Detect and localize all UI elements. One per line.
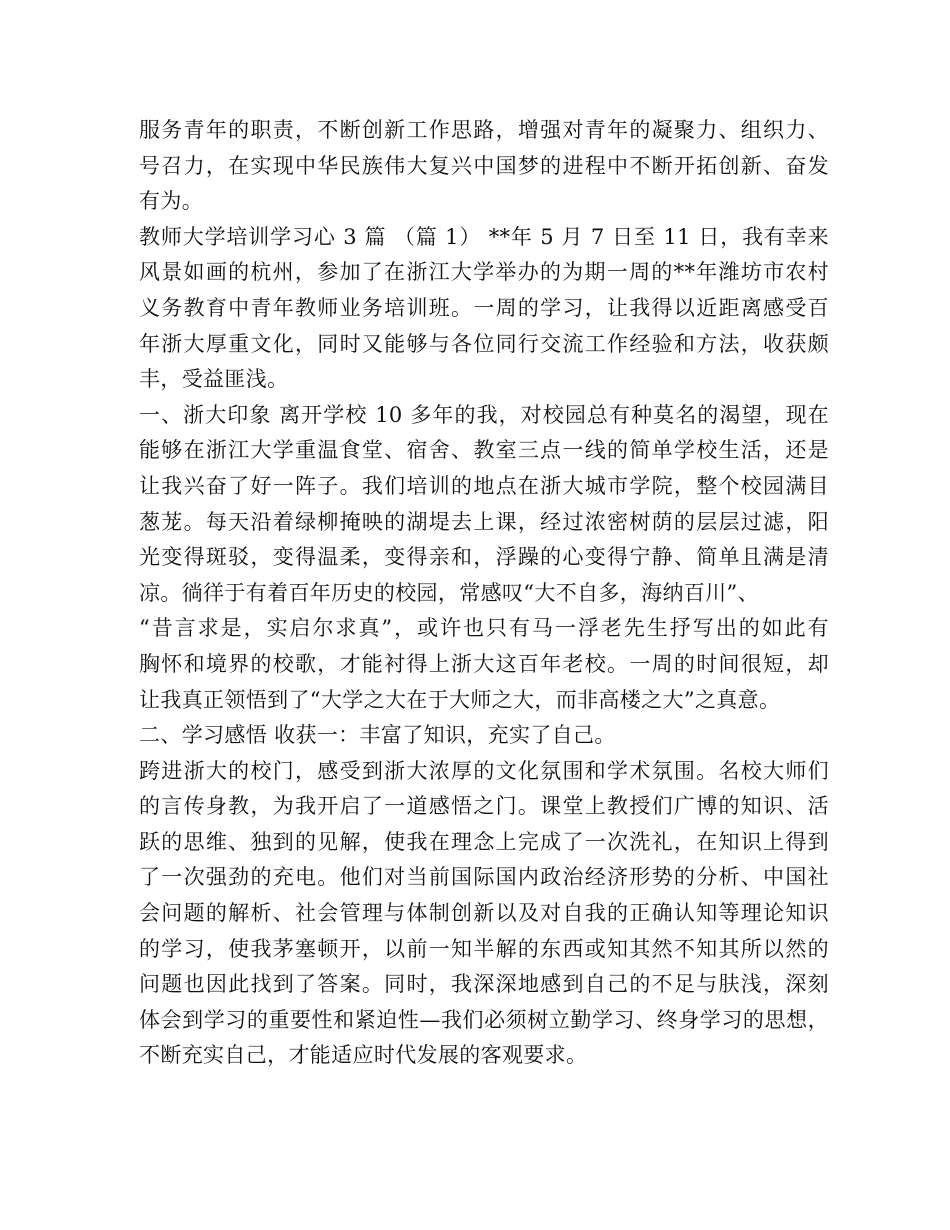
text-line-11: 让我兴奋了好一阵子。我们培训的地点在浙大城市学院，整个校园满目 <box>139 473 829 498</box>
text-line-6: 义务教育中青年教师业务培训班。一周的学习，让我得以近距离感受百 <box>139 295 829 320</box>
text-line-16: 胸怀和境界的校歌，才能衬得上浙大这百年老校。一周的时间很短，却 <box>139 651 829 676</box>
text-line-24: 的学习，使我茅塞顿开，以前一知半解的东西或知其然不知其所以然的 <box>139 936 829 961</box>
body-text <box>139 113 829 1074</box>
text-line-23: 会问题的解析、社会管理与体制创新以及对自我的正确认知等理论知识 <box>139 901 829 926</box>
text-line-3: 有为。 <box>139 189 204 214</box>
text-line-27: 不断充实自己，才能适应时代发展的客观要求。 <box>139 1043 588 1068</box>
text-line-13: 光变得斑驳，变得温柔，变得亲和，浮躁的心变得宁静、简单且满是清 <box>139 545 829 570</box>
text-line-1: 服务青年的职责，不断创新工作思路，增强对青年的凝聚力、组织力、 <box>139 118 829 142</box>
text-line-26: 体会到学习的重要性和紧迫性—我们必须树立勤学习、终身学习的思想， <box>139 1007 829 1032</box>
text-line-22: 了一次强劲的充电。他们对当前国际国内政治经济形势的分析、中国社 <box>139 865 829 890</box>
section-heading-2: 二、学习感悟 收获一：丰富了知识，充实了自己。 <box>139 723 616 748</box>
text-line-15: “昔言求是，实启尔求真”，或许也只有马一浮老先生抒写出的如此有 <box>139 616 829 641</box>
text-line-17: 让我真正领悟到了“大学之大在于大师之大，而非高楼之大”之真意。 <box>139 687 781 712</box>
text-line-25: 问题也因此找到了答案。同时，我深深地感到自己的不足与肤浅，深刻 <box>139 972 829 997</box>
text-line-20: 的言传身教，为我开启了一道感悟之门。课堂上教授们广博的知识、活 <box>139 794 829 819</box>
text-line-2: 号召力，在实现中华民族伟大复兴中国梦的进程中不断开拓创新、奋发 <box>139 153 829 178</box>
text-line-5: 风景如画的杭州，参加了在浙江大学举办的为期一周的**年潍坊市农村 <box>139 260 829 285</box>
text-line-8: 丰，受益匪浅。 <box>139 367 289 392</box>
text-line-14: 凉。徜徉于有着百年历史的校园，常感叹“大不自多，海纳百川”、 <box>139 580 759 605</box>
text-line-9: 一、浙大印象 离开学校 10 多年的我，对校园总有种莫名的渴望，现在 <box>139 402 829 427</box>
text-line-21: 跃的思维、独到的见解，使我在理念上完成了一次洗礼，在知识上得到 <box>139 829 829 854</box>
text-line-4: 教师大学培训学习心 3 篇 （篇 1） **年 5 月 7 日至 11 日，我有幸来 <box>139 224 829 249</box>
text-line-12: 葱茏。每天沿着绿柳掩映的湖堤去上课，经过浓密树荫的层层过滤，阳 <box>139 509 829 534</box>
text-line-19: 跨进浙大的校门，感受到浙大浓厚的文化氛围和学术氛围。名校大师们 <box>139 758 829 783</box>
text-line-10: 能够在浙江大学重温食堂、宿舍、教室三点一线的简单学校生活，还是 <box>139 438 829 463</box>
text-line-7: 年浙大厚重文化，同时又能够与各位同行交流工作经验和方法，收获颇 <box>139 331 829 356</box>
